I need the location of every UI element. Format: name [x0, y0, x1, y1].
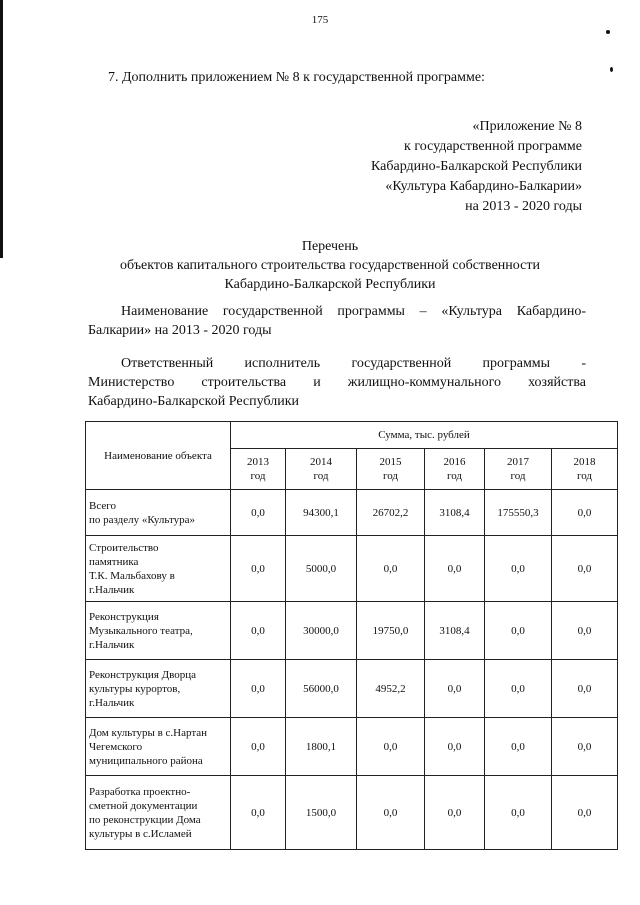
year-suffix: год — [510, 470, 526, 482]
paragraph-line: Наименование государственной программы – «Культура Кабардино- — [121, 304, 586, 319]
object-name-line: Реконструкция — [89, 610, 159, 623]
object-name-cell — [86, 776, 231, 850]
object-name-line: Всего — [89, 499, 116, 512]
column-header-sum: Сумма, тыс. рублей — [231, 422, 618, 449]
object-name-line: Строительство — [89, 541, 159, 554]
document-title — [0, 237, 640, 294]
year-suffix: год — [382, 470, 399, 482]
amount-cell: 0,0 — [357, 776, 425, 850]
object-name-line: г.Нальчик — [89, 638, 135, 651]
amount-cell: 0,0 — [485, 602, 552, 660]
year-suffix: год — [250, 470, 266, 482]
column-header-name: Наименование объекта — [86, 422, 231, 490]
table-row — [86, 660, 618, 718]
object-name-line: Разработка проектно- — [89, 785, 191, 798]
appendix-line: «Приложение № 8 — [472, 119, 582, 134]
amount-cell: 19750,0 — [357, 602, 425, 660]
amount-cell: 0,0 — [552, 490, 618, 536]
object-name-line: Реконструкция Дворца — [89, 668, 197, 681]
object-name-line: Чегемского — [89, 740, 143, 753]
amount-cell: 26702,2 — [357, 490, 425, 536]
table-row — [86, 490, 618, 536]
object-name-line: по разделу «Культура» — [89, 513, 196, 526]
table-row — [86, 536, 618, 602]
page-number: 175 — [311, 14, 329, 26]
amount-cell: 0,0 — [231, 536, 286, 602]
object-name-cell — [86, 718, 231, 776]
amount-cell: 0,0 — [357, 718, 425, 776]
year-header — [552, 449, 618, 490]
object-name-cell — [86, 536, 231, 602]
appendix-header — [371, 117, 582, 217]
amount-cell: 0,0 — [231, 660, 286, 718]
object-name-line: Музыкального театра, — [89, 624, 193, 637]
amount-cell: 0,0 — [552, 776, 618, 850]
amount-cell: 0,0 — [231, 718, 286, 776]
object-name-line: муниципального района — [89, 754, 203, 767]
amount-cell: 56000,0 — [286, 660, 357, 718]
amount-cell: 0,0 — [552, 536, 618, 602]
year-suffix: год — [576, 470, 593, 482]
object-name-line: памятника — [89, 555, 139, 568]
object-name-line: г.Нальчик — [89, 696, 135, 709]
amount-cell: 0,0 — [357, 536, 425, 602]
amount-cell: 1800,1 — [286, 718, 357, 776]
year-value: 2018 — [573, 456, 596, 468]
object-name-line: Т.К. Мальбахову в — [89, 569, 175, 582]
year-suffix: год — [313, 470, 329, 482]
amount-cell: 4952,2 — [357, 660, 425, 718]
year-value: 2015 — [379, 456, 402, 468]
title-line: Кабардино-Балкарской Республики — [224, 277, 436, 292]
scan-speck — [606, 30, 610, 34]
amount-cell: 0,0 — [485, 718, 552, 776]
year-suffix: год — [446, 470, 463, 482]
amount-cell: 0,0 — [552, 718, 618, 776]
year-header — [485, 449, 552, 490]
amount-cell: 0,0 — [231, 602, 286, 660]
amount-cell: 5000,0 — [286, 536, 357, 602]
object-name-line: по реконструкции Дома — [89, 813, 201, 826]
object-name-cell — [86, 660, 231, 718]
scan-speck — [610, 67, 613, 72]
scan-edge-line — [0, 0, 3, 258]
paragraph-line: Ответственный исполнитель государственной программы - — [121, 356, 586, 371]
amount-cell: 0,0 — [485, 660, 552, 718]
year-header — [286, 449, 357, 490]
amendment-item: 7. Дополнить приложением № 8 к государственной программе: — [108, 70, 485, 85]
object-name-line: культуры в с.Исламей — [89, 827, 192, 840]
appendix-line: к государственной программе — [404, 139, 582, 154]
year-header — [231, 449, 286, 490]
amount-cell: 175550,3 — [485, 490, 552, 536]
table-row — [86, 718, 618, 776]
object-name-line: Дом культуры в с.Нартан — [89, 726, 208, 739]
amount-cell: 0,0 — [231, 490, 286, 536]
amount-cell: 0,0 — [425, 776, 485, 850]
amount-cell: 0,0 — [425, 536, 485, 602]
appendix-line: Кабардино-Балкарской Республики — [371, 159, 582, 174]
object-name-cell — [86, 602, 231, 660]
appendix-line: на 2013 - 2020 годы — [465, 199, 582, 214]
title-line: объектов капитального строительства государственной собственности — [120, 258, 540, 273]
amount-cell: 0,0 — [425, 718, 485, 776]
object-name-line: сметной документации — [89, 799, 198, 812]
amount-cell: 30000,0 — [286, 602, 357, 660]
title-line: Перечень — [301, 239, 359, 254]
object-name-cell — [86, 490, 231, 536]
amount-cell: 1500,0 — [286, 776, 357, 850]
amount-cell: 3108,4 — [425, 602, 485, 660]
object-name-line: культуры курортов, — [89, 682, 181, 695]
year-header — [357, 449, 425, 490]
year-value: 2014 — [310, 456, 332, 468]
amount-cell: 0,0 — [552, 660, 618, 718]
paragraph-line: Министерство строительства и жилищно-коммунального хозяйства — [88, 375, 586, 390]
year-value: 2013 — [247, 456, 269, 468]
paragraph-line: Балкарии» на 2013 - 2020 годы — [88, 323, 272, 338]
program-name-paragraph — [88, 302, 586, 340]
amount-cell: 94300,1 — [286, 490, 357, 536]
object-name-line: г.Нальчик — [89, 583, 135, 596]
year-value: 2016 — [443, 456, 466, 468]
year-header — [425, 449, 485, 490]
table-row — [86, 776, 618, 850]
objects-table — [85, 421, 618, 850]
amount-cell: 3108,4 — [425, 490, 485, 536]
amount-cell: 0,0 — [485, 776, 552, 850]
amount-cell: 0,0 — [552, 602, 618, 660]
paragraph-line: Кабардино-Балкарской Республики — [88, 394, 299, 409]
amount-cell: 0,0 — [485, 536, 552, 602]
table-row — [86, 602, 618, 660]
year-value: 2017 — [507, 456, 529, 468]
responsible-paragraph — [88, 354, 586, 411]
amount-cell: 0,0 — [425, 660, 485, 718]
appendix-line: «Культура Кабардино-Балкарии» — [385, 179, 582, 194]
amount-cell: 0,0 — [231, 776, 286, 850]
